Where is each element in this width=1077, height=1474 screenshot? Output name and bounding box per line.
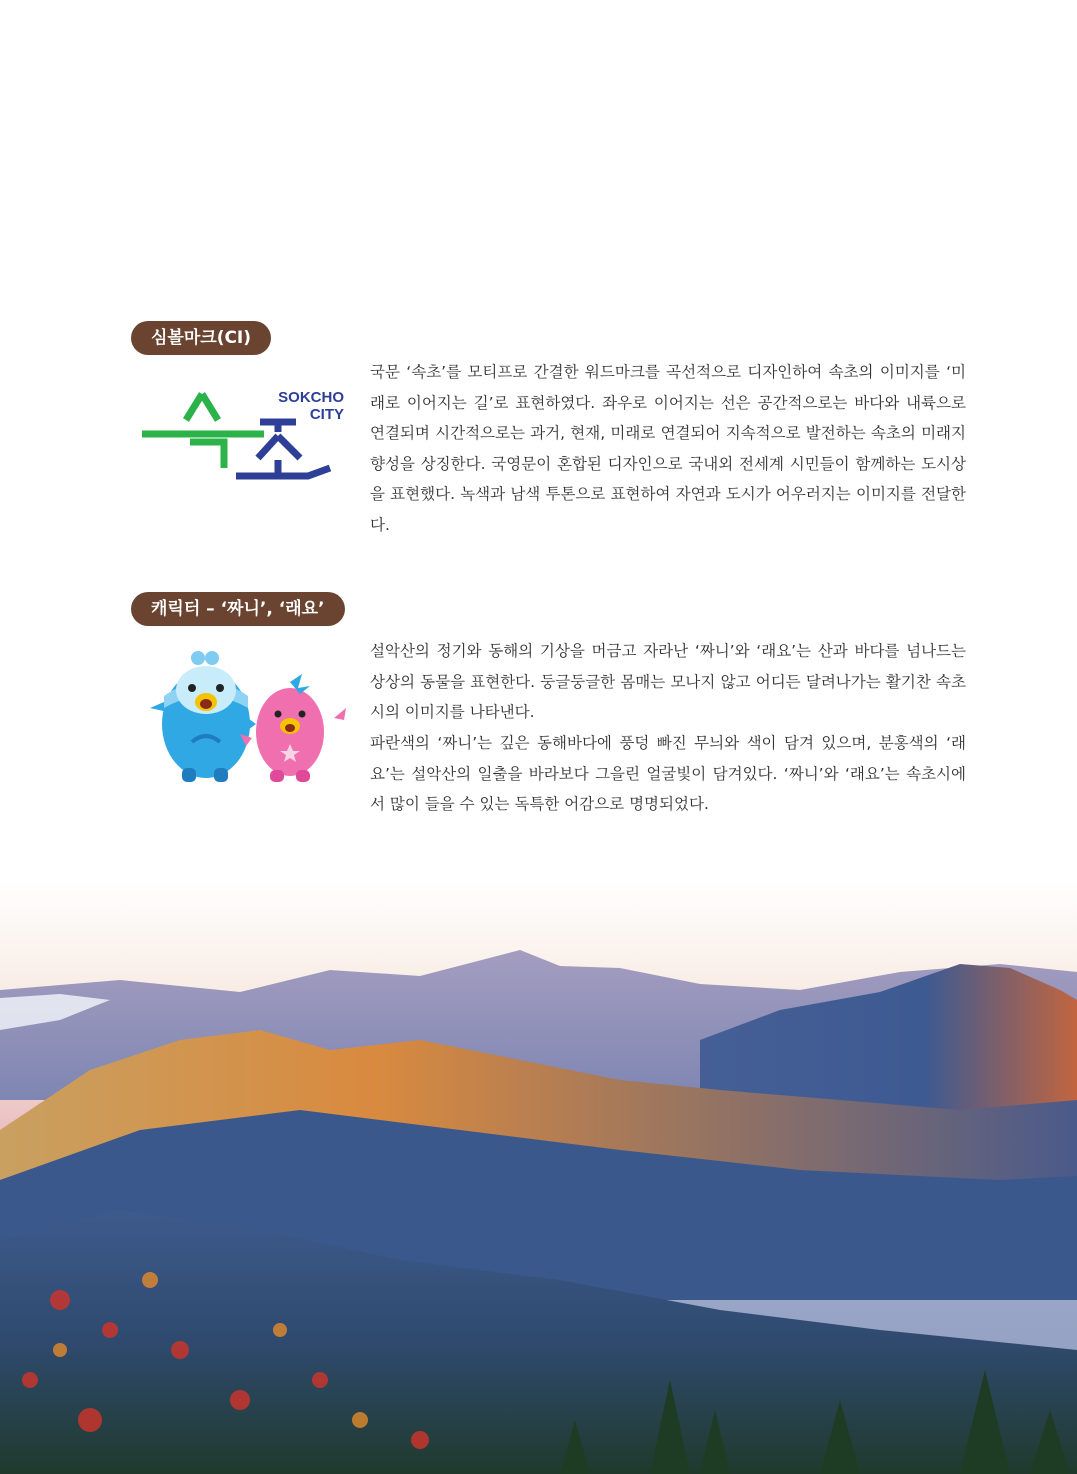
character-paragraph-1: 설악산의 정기와 동해의 기상을 머금고 자라난 ‘짜니’와 ‘래요’는 산과 바다를 넘나드는 상상의 동물을 표현한다. 둥글둥글한 몸매는 모나지 않고 어디든 달려나가는 활기찬 속초시의 이미지를 나타낸다. (370, 642, 966, 721)
jjani-mascot-icon (150, 651, 256, 782)
logo-sokcho-text: SOKCHO (278, 389, 344, 406)
character-heading: 캐릭터 – ‘짜니’, ‘래요’ (131, 592, 345, 626)
raeyo-mascot-icon (240, 674, 346, 782)
ci-heading: 심볼마크(CI) (131, 321, 271, 355)
logo-city-text: CITY (309, 406, 344, 423)
ci-paragraph: 국문 ‘속초’를 모티프로 간결한 워드마크를 곡선적으로 디자인하여 속초의 이미지를 ‘미래로 이어지는 길’로 표현하였다. 좌우로 이어지는 선은 공간적으로는 바다와 내륙으로 연결되며 시간적으로는 과거, 현재, 미래로 연결되어 지속적으로 발전하는 속초의 미래지향성을 상징한다. 국영문이 혼합된 디자인으로 국내외 전세계 시민들이 함께하는 도시상을 표현했다. 녹색과 남색 투톤으로 표현하여 자연과 도시가 어우러지는 이미지를 전달한다. (370, 363, 966, 534)
mascot-illustration (140, 646, 350, 786)
seoraksan-landscape-image (0, 880, 1077, 1474)
sokcho-ci-logo (140, 386, 348, 486)
character-paragraph-2: 파란색의 ‘짜니’는 깊은 동해바다에 풍덩 빠진 무늬와 색이 담겨 있으며, 분홍색의 ‘래요’는 설악산의 일출을 바라보다 그을린 얼굴빛이 담겨있다. ‘짜니’와 ‘래요’는 속초시에서 많이 들을 수 있는 독특한 어감으로 명명되었다. (370, 734, 966, 813)
